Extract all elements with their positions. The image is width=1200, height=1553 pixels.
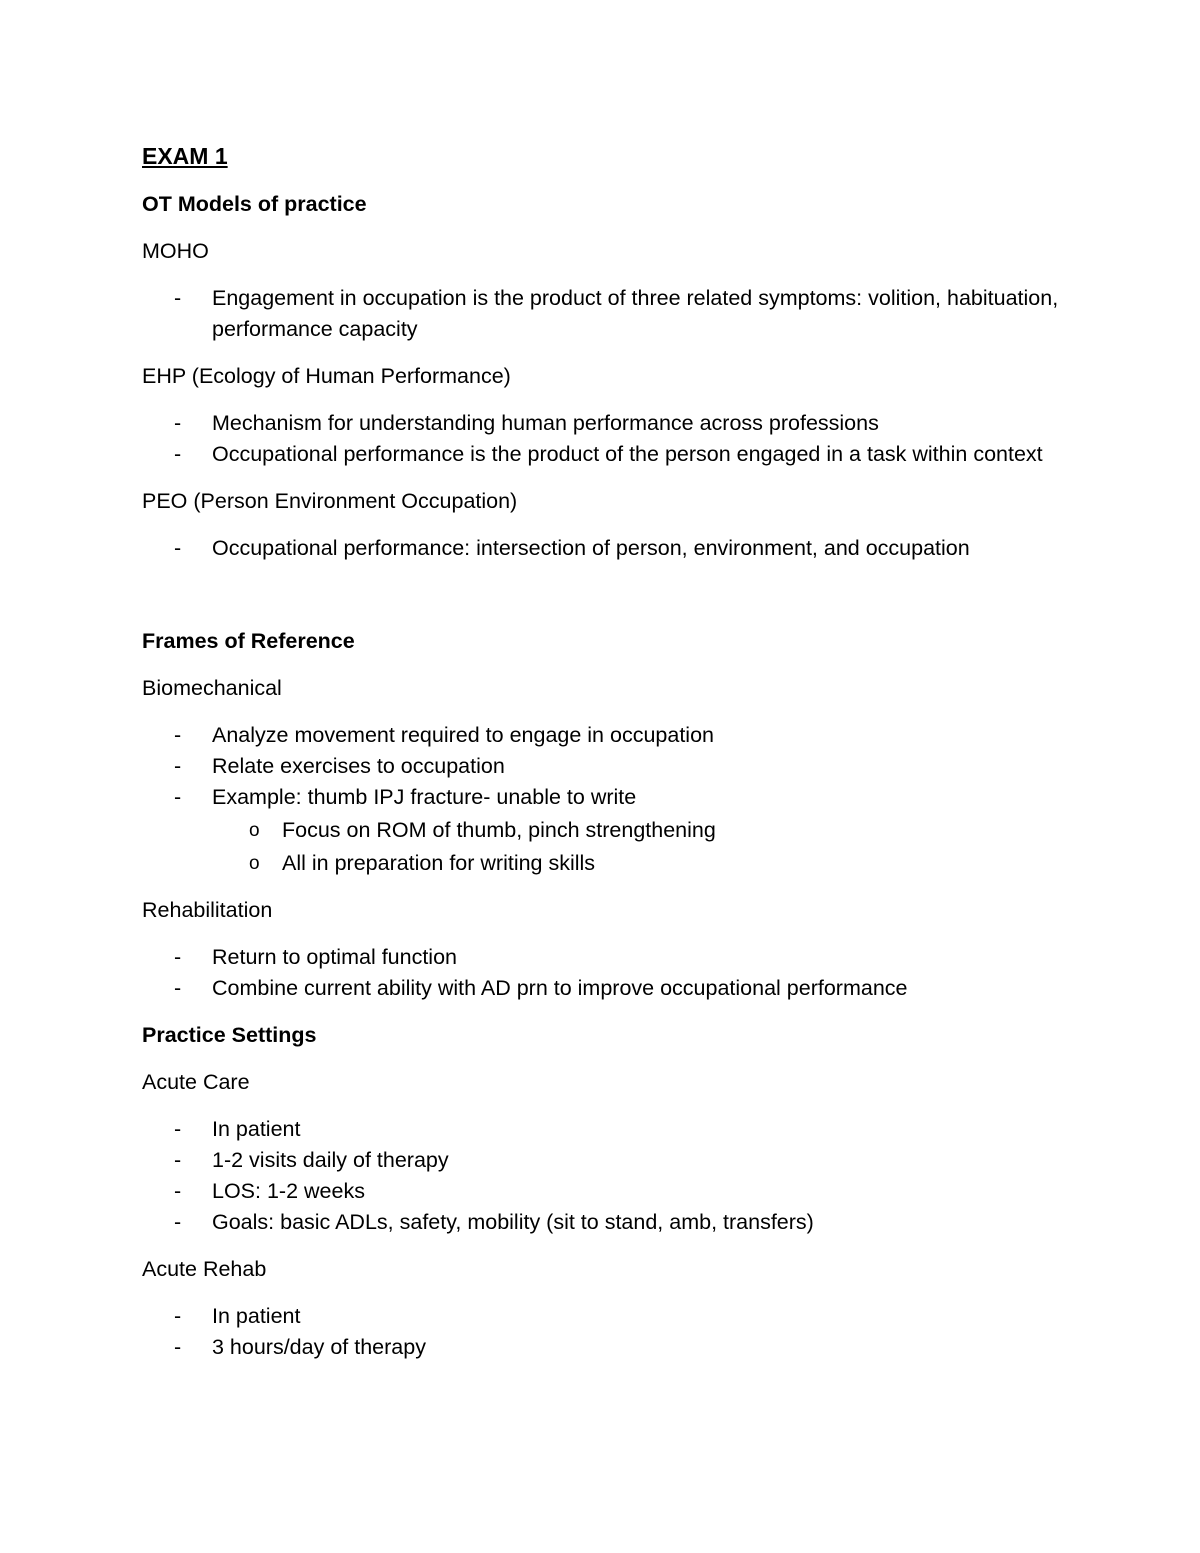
sublist-biomechanical xyxy=(212,815,1102,879)
subheading-rehabilitation: Rehabilitation xyxy=(142,898,273,922)
dash-bullet-icon: - xyxy=(174,286,182,310)
document-title: EXAM 1 xyxy=(142,143,228,169)
subheading-biomechanical: Biomechanical xyxy=(142,676,282,700)
section-heading-frames: Frames of Reference xyxy=(142,629,355,653)
dash-bullet-icon: - xyxy=(174,1179,182,1203)
subheading-ehp: EHP (Ecology of Human Performance) xyxy=(142,364,511,388)
dash-bullet-icon: - xyxy=(174,945,182,969)
circle-bullet-icon: o xyxy=(249,820,260,841)
list-item: - Example: thumb IPJ fracture- unable to write o Focus on ROM of thumb, pinch strengthening o All in preparation for writing skills xyxy=(142,782,1102,879)
dash-bullet-icon: - xyxy=(174,785,182,809)
dash-bullet-icon: - xyxy=(174,1210,182,1234)
list-item: - 1-2 visits daily of therapy xyxy=(142,1145,1102,1176)
circle-bullet-icon: o xyxy=(249,853,260,874)
dash-bullet-icon: - xyxy=(174,1117,182,1141)
list-item: - In patient xyxy=(142,1114,1102,1145)
list-item: - Engagement in occupation is the product of three related symptoms: volition, habituation, performance capacity xyxy=(142,283,1102,345)
document-page xyxy=(142,140,1102,1379)
list-item: - Occupational performance is the product of the person engaged in a task within context xyxy=(142,439,1102,470)
list-item: - Relate exercises to occupation xyxy=(142,751,1102,782)
dash-bullet-icon: - xyxy=(174,1304,182,1328)
subheading-peo: PEO (Person Environment Occupation) xyxy=(142,489,518,513)
subheading-acute-care: Acute Care xyxy=(142,1070,250,1094)
list-peo xyxy=(142,533,1102,564)
list-acute-care xyxy=(142,1114,1102,1238)
list-item: - Combine current ability with AD prn to improve occupational performance xyxy=(142,973,1102,1004)
dash-bullet-icon: - xyxy=(174,442,182,466)
list-rehabilitation xyxy=(142,942,1102,1004)
dash-bullet-icon: - xyxy=(174,1148,182,1172)
sublist-item: o Focus on ROM of thumb, pinch strengthening xyxy=(212,815,1102,846)
list-acute-rehab xyxy=(142,1301,1102,1363)
spacer xyxy=(142,580,1102,626)
subheading-acute-rehab: Acute Rehab xyxy=(142,1257,267,1281)
dash-bullet-icon: - xyxy=(174,723,182,747)
dash-bullet-icon: - xyxy=(174,536,182,560)
list-item: - Mechanism for understanding human performance across professions xyxy=(142,408,1102,439)
list-item: - LOS: 1-2 weeks xyxy=(142,1176,1102,1207)
list-ehp xyxy=(142,408,1102,470)
list-item: - Return to optimal function xyxy=(142,942,1102,973)
list-item: - In patient xyxy=(142,1301,1102,1332)
section-heading-settings: Practice Settings xyxy=(142,1023,317,1047)
dash-bullet-icon: - xyxy=(174,754,182,778)
dash-bullet-icon: - xyxy=(174,411,182,435)
dash-bullet-icon: - xyxy=(174,976,182,1000)
subheading-moho: MOHO xyxy=(142,239,209,263)
list-item: - Occupational performance: intersection of person, environment, and occupation xyxy=(142,533,1102,564)
sublist-item: o All in preparation for writing skills xyxy=(212,848,1102,879)
section-heading-models: OT Models of practice xyxy=(142,192,367,216)
list-moho xyxy=(142,283,1102,345)
list-item: - Goals: basic ADLs, safety, mobility (sit to stand, amb, transfers) xyxy=(142,1207,1102,1238)
list-item: - Analyze movement required to engage in occupation xyxy=(142,720,1102,751)
list-biomechanical xyxy=(142,720,1102,879)
list-item: - 3 hours/day of therapy xyxy=(142,1332,1102,1363)
dash-bullet-icon: - xyxy=(174,1335,182,1359)
